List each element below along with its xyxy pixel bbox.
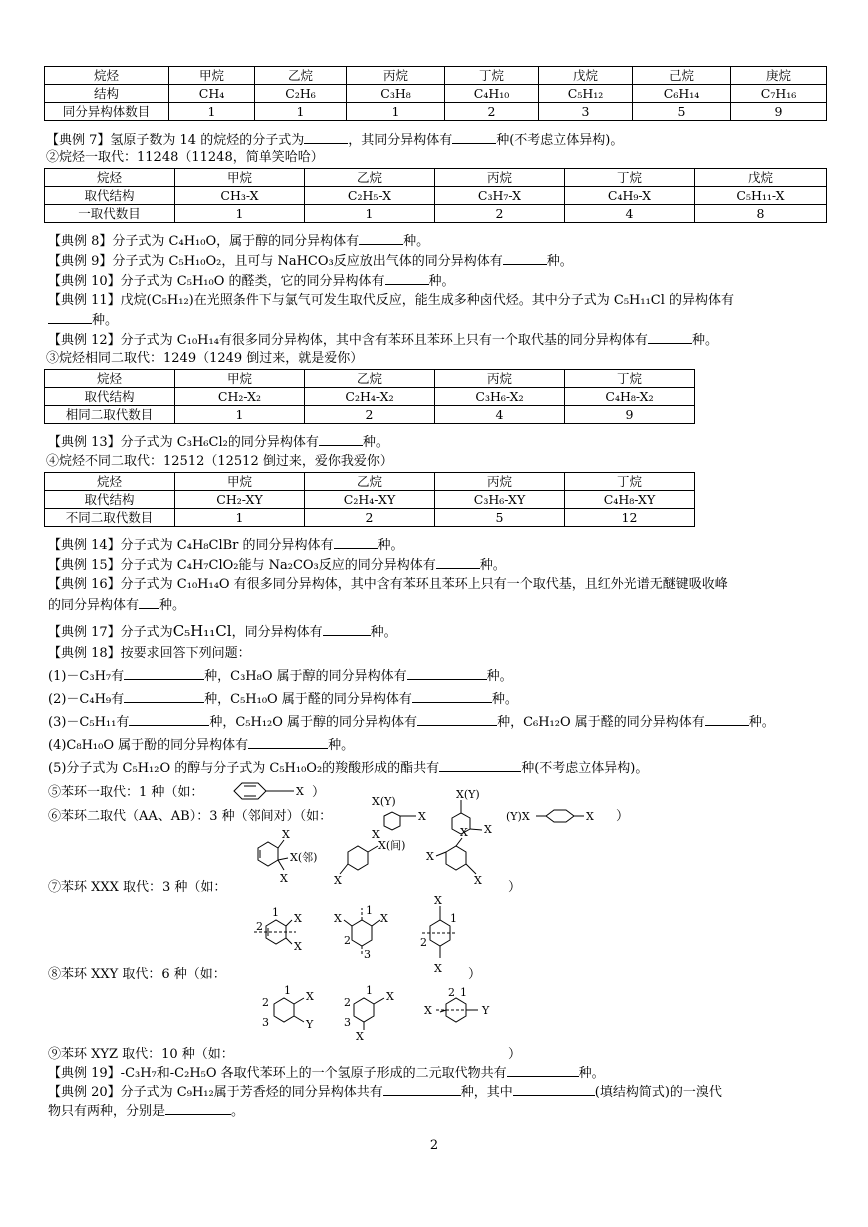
table-cell: 丙烷 [347,67,445,85]
table-cell: CH₄ [169,85,255,103]
label-x-12: X [294,912,302,925]
table-cell: 戊烷 [695,169,827,187]
label-n2-e: 2 [344,996,351,1009]
table-cell: 取代结构 [45,388,175,406]
table-cell: 丁烷 [565,169,695,187]
table-cell: 乙烷 [305,370,435,388]
label-x-9: X [460,826,468,839]
label-y-1: Y [306,1018,314,1031]
label-x-18: X [306,990,314,1003]
table-cell: CH₂-XY [175,491,305,509]
table-cell: C₄H₉-X [565,187,695,205]
heading-diff-di-sub: ④烷烃不同二取代：12512（12512 倒过来，爱你我爱你） [46,454,393,469]
table-cell: 1 [175,406,305,424]
table-cell: 丙烷 [435,370,565,388]
table-cell: 丁烷 [445,67,539,85]
example-11-cont: 种。 [48,311,118,329]
table-cell: C₆H₁₄ [633,85,731,103]
table-cell: 甲烷 [175,473,305,491]
table-row [45,491,695,509]
example-7: 【典例 7】氢原子数为 14 的烷烃的分子式为 ，其同分异构体有 种(不考虑立体异构)。 [46,133,624,148]
table-cell: 不同二取代数目 [45,509,175,527]
label-x-11: X [474,874,482,887]
table-cell: 烷烃 [45,67,169,85]
table-cell: 戊烷 [539,67,633,85]
table-cell: 5 [435,509,565,527]
table-cell: C₄H₈-X₂ [565,388,695,406]
label-n1-e: 1 [366,984,373,997]
table-cell: 2 [435,205,565,223]
label-x: X [296,785,304,798]
benzene-di-close: ） [616,809,630,824]
label-n3-d: 3 [262,1016,269,1029]
table-cell: 1 [255,103,347,121]
table-cell: 1 [305,205,435,223]
table-cell: 1 [169,103,255,121]
table-cell: 丙烷 [435,169,565,187]
label-x-5: X [282,828,290,841]
table-row [45,473,695,491]
benzene-xxx-close: ） [508,880,522,895]
table-cell: 己烷 [633,67,731,85]
benzene-xxy-close: ） [468,967,482,982]
label-x-8: X [334,874,342,887]
label-jian: X(间) [378,839,406,852]
table-cell: 8 [695,205,827,223]
table-cell: C₄H₈-XY [565,491,695,509]
table-cell: 丁烷 [565,473,695,491]
label-xy-1: X(Y) [372,795,396,808]
label-x-6: X [280,872,288,885]
example-18: 【典例 18】按要求回答下列问题： [48,646,251,661]
table-cell: 结构 [45,85,169,103]
table-cell: 5 [633,103,731,121]
table-cell: C₇H₁₆ [731,85,827,103]
table-cell: 同分异构体数目 [45,103,169,121]
table-row [45,85,827,103]
label-x-21: X [424,1004,432,1017]
table-cell: C₂H₅-X [305,187,435,205]
table-alkane-isomers [44,66,827,121]
label-lin: X(邻) [290,851,318,864]
label-n1: 1 [272,906,279,919]
label-n2-c: 2 [420,936,427,949]
heading-same-di-sub: ③烷烃相同二取代：1249（1249 倒过来，就是爱你） [46,351,364,366]
benzene-xxy: ⑧苯环 XXY 取代：6 种（如： [48,967,226,982]
table-cell: 2 [305,406,435,424]
table-same-di-substitution [44,369,695,424]
table-cell: 2 [305,509,435,527]
table-cell: 4 [565,205,695,223]
table-cell: 4 [435,406,565,424]
table-cell: 甲烷 [175,370,305,388]
benzene-mono-close: ） [312,785,326,800]
question-5: (5)分子式为 C₅H₁₂O 的醇与分子式为 C₅H₁₀O₂的羧酸形成的酯共有 种(不考虑立体异构)。 [48,761,649,776]
example-9: 【典例 9】分子式为 C₅H₁₀O₂，且可与 NaHCO₃反应放出气体的同分异构体有 种。 [48,254,573,269]
table-cell: C₂H₆ [255,85,347,103]
label-x-15: X [380,912,388,925]
label-x-19: X [386,990,394,1003]
table-diff-di-substitution [44,472,695,527]
formula-c5h11cl: C₅H₁₁Cl [172,622,232,640]
table-row [45,406,695,424]
label-n2-f: 2 [448,986,455,999]
table-cell: 9 [565,406,695,424]
example-19: 【典例 19】-C₃H₇和-C₂H₅O 各取代苯环上的一个氢原子形成的二元取代物共有 种。 [48,1066,605,1081]
question-4: (4)C₈H₁₀O 属于酚的同分异构体有 种。 [48,738,355,753]
table-row [45,388,695,406]
table-cell: CH₂-X₂ [175,388,305,406]
label-x-2: X [418,810,426,823]
label-xy-2: X(Y) [456,788,480,801]
table-cell: 取代结构 [45,491,175,509]
table-cell: 12 [565,509,695,527]
table-cell: 9 [731,103,827,121]
table-row [45,205,827,223]
example-14: 【典例 14】分子式为 C₄H₈ClBr 的同分异构体有 种。 [48,538,404,553]
label-n1-b: 1 [366,904,373,917]
table-cell: 丙烷 [435,473,565,491]
table-cell: 甲烷 [169,67,255,85]
table-cell: 乙烷 [305,473,435,491]
table-cell: 乙烷 [255,67,347,85]
benzene-xxx: ⑦苯环 XXX 取代：3 种（如： [48,880,227,895]
table-cell: C₅H₁₂ [539,85,633,103]
label-yx: (Y)X [506,810,530,823]
example-17: 【典例 17】分子式为C₅H₁₁Cl，同分异构体有 种。 [48,622,397,640]
table-cell: 乙烷 [305,169,435,187]
table-cell: C₃H₈ [347,85,445,103]
table-cell: 丁烷 [565,370,695,388]
table-cell: 烷烃 [45,473,175,491]
table-row [45,187,827,205]
table-cell: 2 [445,103,539,121]
label-x-20: X [356,1030,364,1043]
table-cell: C₃H₆-X₂ [435,388,565,406]
label-x-17: X [434,962,442,975]
label-x-3: X [484,823,492,836]
table-cell: 相同二取代数目 [45,406,175,424]
table-cell: CH₃-X [175,187,305,205]
table-row [45,370,695,388]
heading-mono-sub: ②烷烃一取代：11248（11248，简单笑哈哈） [46,150,324,165]
table-cell: C₄H₁₀ [445,85,539,103]
label-x-13: X [294,940,302,953]
example-16-cont: 的同分异构体有 种。 [48,598,186,613]
table-cell: 3 [539,103,633,121]
table-cell: C₂H₄-X₂ [305,388,435,406]
table-cell: 1 [175,509,305,527]
example-11: 【典例 11】戊烷(C₅H₁₂)在光照条件下与氯气可发生取代反应，能生成多种卤代烃。其中分子式为 C₅H₁₁Cl 的异构体有 [48,293,735,308]
benzene-mono: ⑤苯环一取代：1 种（如： [48,785,204,800]
table-cell: 烷烃 [45,370,175,388]
table-cell: 一取代数目 [45,205,175,223]
example-20-cont: 物只有两种，分别是 。 [48,1104,245,1119]
question-2: (2)－C₄H₉有 种，C₅H₁₀O 属于醛的同分异构体有 种。 [48,692,518,707]
table-cell: 1 [175,205,305,223]
label-n2-d: 2 [262,996,269,1009]
benzene-di: ⑥苯环二取代（AA、AB）：3 种（邻间对）（如： [48,809,333,824]
label-n1-c: 1 [450,912,457,925]
table-cell: C₂H₄-XY [305,491,435,509]
benzene-xyz-close: ） [508,1047,522,1062]
label-x-14: X [334,912,342,925]
example-20: 【典例 20】分子式为 C₉H₁₂属于芳香烃的同分异构体共有 种，其中 (填结构简式)的一溴代 [48,1085,722,1100]
label-x-16: X [434,894,442,907]
table-cell: C₃H₆-XY [435,491,565,509]
table-cell: 烷烃 [45,169,175,187]
example-13: 【典例 13】分子式为 C₃H₆Cl₂的同分异构体有 种。 [48,435,389,450]
label-x-10: X [426,850,434,863]
label-n3: 3 [364,948,371,961]
table-row [45,103,827,121]
label-n2: 2 [256,920,263,933]
label-n3-e: 3 [344,1016,351,1029]
table-cell: C₅H₁₁-X [695,187,827,205]
label-x-7: X [372,828,380,841]
label-n1-f: 1 [460,986,467,999]
page-number: 2 [429,1138,439,1153]
table-mono-substitution [44,168,827,223]
table-row [45,67,827,85]
table-row [45,509,695,527]
question-3: (3)－C₅H₁₁有 种，C₅H₁₂O 属于醇的同分异构体有 种，C₆H₁₂O 属于醛的同分异构体有 种。 [48,715,775,730]
question-1: (1)－C₃H₇有 种，C₃H₈O 属于醇的同分异构体有 种。 [48,669,513,684]
label-y-2: Y [482,1004,490,1017]
label-n1-d: 1 [284,984,291,997]
table-cell: 甲烷 [175,169,305,187]
label-x-4: X [586,810,594,823]
label-n2-b: 2 [344,934,351,947]
table-cell: 庚烷 [731,67,827,85]
example-8: 【典例 8】分子式为 C₄H₁₀O，属于醇的同分异构体有 种。 [48,234,430,249]
example-15: 【典例 15】分子式为 C₄H₇ClO₂能与 Na₂CO₃反应的同分异构体有 种。 [48,558,506,573]
example-10: 【典例 10】分子式为 C₅H₁₀O 的醛类，它的同分异构体有 种。 [48,274,455,289]
benzene-xyz: ⑨苯环 XYZ 取代：10 种（如： [48,1047,234,1062]
example-16: 【典例 16】分子式为 C₁₀H₁₄O 有很多同分异构体，其中含有苯环且苯环上只有一个取代基，且红外光谱无醚键吸收峰 [48,577,728,592]
table-row [45,169,827,187]
example-12: 【典例 12】分子式为 C₁₀H₁₄有很多同分异构体，其中含有苯环且苯环上只有一个取代基的同分异构体有 种。 [48,333,718,348]
table-cell: 取代结构 [45,187,175,205]
table-cell: 1 [347,103,445,121]
table-cell: C₃H₇-X [435,187,565,205]
